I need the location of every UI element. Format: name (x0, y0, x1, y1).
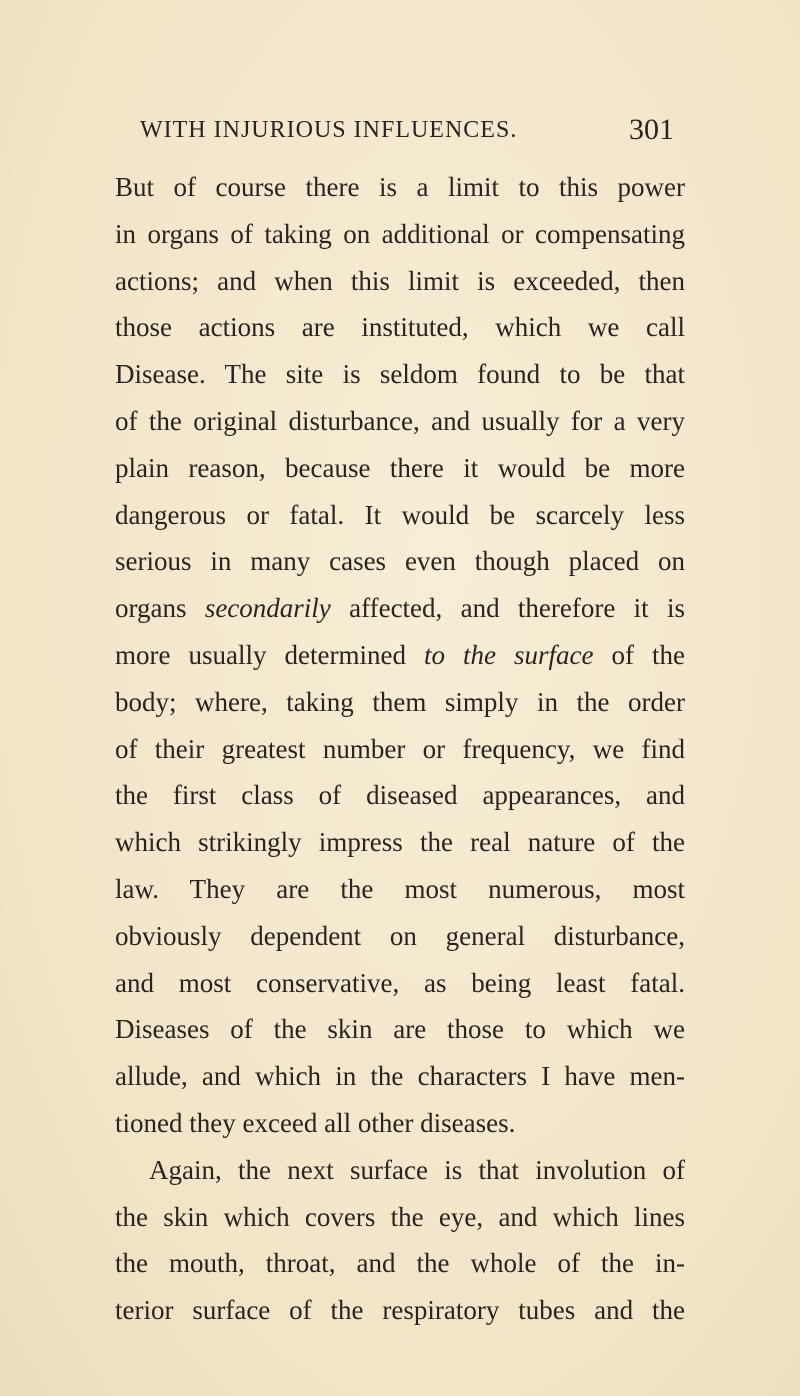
text-segment: which strikingly impress the real nature of the (115, 827, 685, 858)
text-segment: of the original disturbance, and usually for a very (115, 405, 685, 436)
text-segment: body; where, taking them simply in the order (115, 686, 685, 717)
text-segment: organs (115, 593, 205, 624)
text-line (115, 1147, 685, 1194)
text-line (115, 772, 685, 819)
text-line (115, 211, 685, 258)
text-segment: tioned they exceed all other diseases. (115, 1107, 516, 1138)
text-segment: allude, and which in the characters I have men- (115, 1061, 685, 1092)
text-segment: Disease. The site is seldom found to be that (115, 359, 685, 390)
text-segment: dangerous or fatal. It would be scarcely less (115, 499, 685, 530)
text-line (115, 726, 685, 773)
running-title: WITH INJURIOUS INFLUENCES. (140, 117, 518, 143)
text-segment: affected, and therefore it is (330, 593, 685, 624)
text-segment: of the (593, 639, 685, 670)
body-text (115, 164, 685, 1334)
text-segment: the skin which covers the eye, and which lines (115, 1201, 685, 1232)
text-segment: of their greatest number or frequency, we find (115, 733, 685, 764)
text-line (115, 164, 685, 211)
text-segment: obviously dependent on general disturbance, (115, 920, 685, 951)
text-line (115, 1053, 685, 1100)
page-number: 301 (629, 113, 674, 146)
text-segment: serious in many cases even though placed on (115, 546, 685, 577)
text-line (115, 866, 685, 913)
text-line (115, 445, 685, 492)
text-line (115, 398, 685, 445)
text-line (115, 351, 685, 398)
text-segment: more usually determined (115, 639, 424, 670)
text-line (115, 1194, 685, 1241)
text-segment: the first class of diseased appearances, and (115, 780, 685, 811)
italic-segment: to the surface (423, 639, 594, 670)
text-line (115, 1287, 685, 1334)
text-line (115, 304, 685, 351)
text-segment: Diseases of the skin are those to which we (115, 1014, 685, 1045)
text-line (115, 679, 685, 726)
text-segment: plain reason, because there it would be more (115, 452, 685, 483)
text-segment: and most conservative, as being least fatal. (115, 967, 685, 998)
text-line (115, 1240, 685, 1287)
text-line (115, 1006, 685, 1053)
text-line (115, 258, 685, 305)
text-segment: law. They are the most numerous, most (115, 873, 685, 904)
italic-segment: secondarily (204, 593, 331, 624)
text-segment: the mouth, throat, and the whole of the in- (115, 1248, 685, 1279)
text-segment: actions; and when this limit is exceeded, then (115, 265, 685, 296)
text-line (115, 538, 685, 585)
text-segment: in organs of taking on additional or compensating (115, 218, 685, 249)
text-line (115, 819, 685, 866)
text-segment: those actions are instituted, which we call (115, 312, 685, 343)
running-head (140, 113, 680, 153)
text-segment: Again, the next surface is that involution of (149, 1154, 685, 1185)
text-line (115, 913, 685, 960)
text-segment: terior surface of the respiratory tubes and the (115, 1295, 685, 1326)
text-line (115, 585, 685, 632)
text-line (115, 960, 685, 1007)
text-line (115, 1100, 685, 1147)
text-line (115, 632, 685, 679)
text-line (115, 492, 685, 539)
text-segment: But of course there is a limit to this power (115, 172, 685, 202)
